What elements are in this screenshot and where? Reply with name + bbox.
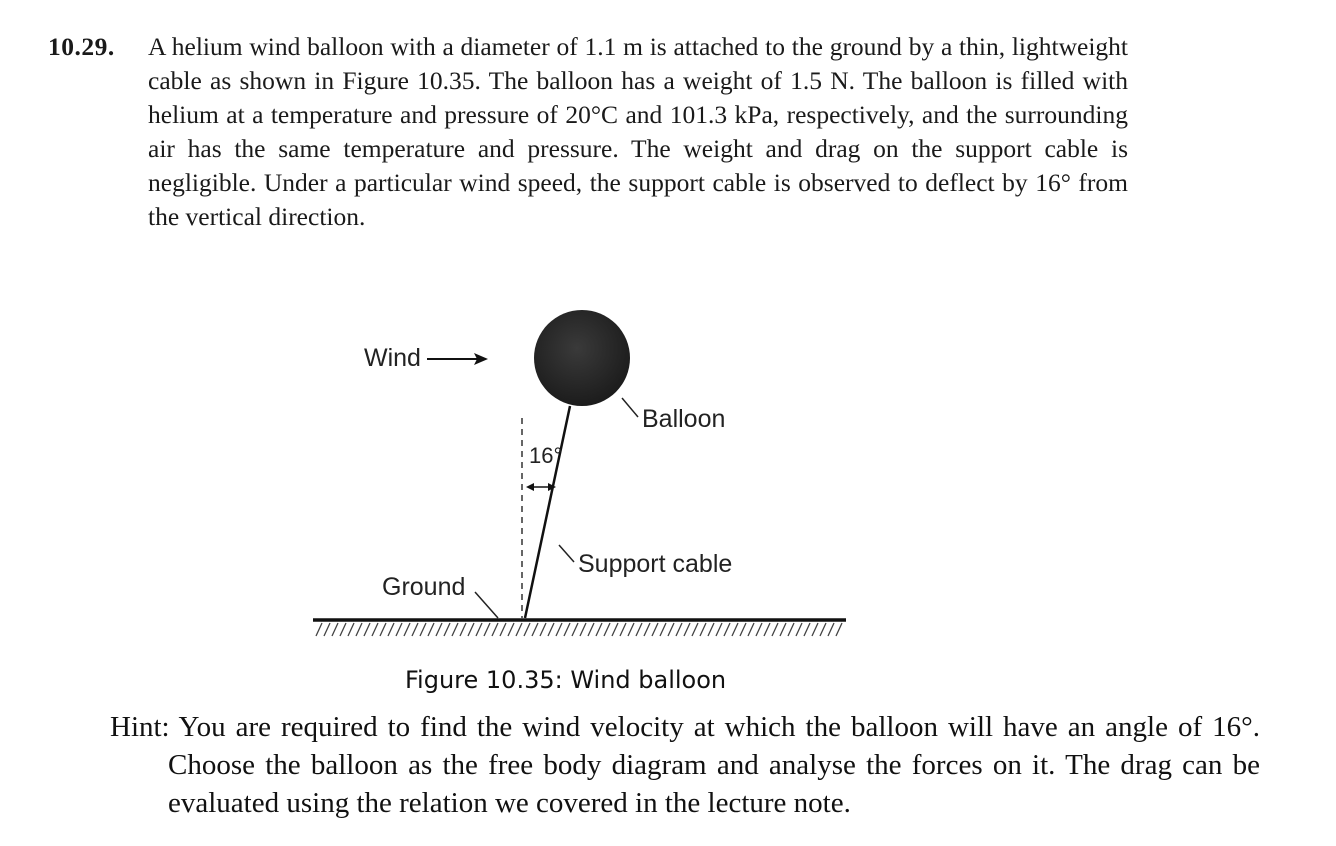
ground-hatch-mark [492, 623, 498, 636]
ground-hatch-mark [716, 623, 722, 636]
ground-hatch-mark [436, 623, 442, 636]
cable-leader-line [559, 545, 574, 562]
ground-hatch-mark [548, 623, 554, 636]
ground-hatch-mark [420, 623, 426, 636]
problem-statement [48, 30, 1128, 234]
ground-hatch-mark [836, 623, 842, 636]
ground-hatch-mark [532, 623, 538, 636]
ground-hatch-mark [460, 623, 466, 636]
ground-hatch-mark [828, 623, 834, 636]
ground-hatch-mark [820, 623, 826, 636]
ground-hatch-mark [484, 623, 490, 636]
ground-hatch-mark [644, 623, 650, 636]
ground-hatch-mark [364, 623, 370, 636]
ground-hatch-mark [804, 623, 810, 636]
ground-hatch-mark [556, 623, 562, 636]
ground-hatch-mark [468, 623, 474, 636]
ground-label: Ground [382, 573, 466, 601]
ground-hatch-mark [412, 623, 418, 636]
ground-hatch-mark [780, 623, 786, 636]
ground-hatch-mark [708, 623, 714, 636]
ground-hatch-mark [372, 623, 378, 636]
hint-text: Hint: You are required to find the wind velocity at which the balloon will have an angle of 16°. Choose the balloon as the free body diagram and analyse the forces on it. The drag can be evaluated using the relation we covered in the lecture note. [110, 711, 1260, 819]
wind-balloon-figure [300, 300, 860, 650]
ground-hatch-mark [340, 623, 346, 636]
ground-hatch-mark [740, 623, 746, 636]
figure-caption: Figure 10.35: Wind balloon [405, 666, 727, 694]
ground-hatch-mark [572, 623, 578, 636]
ground-hatch-mark [620, 623, 626, 636]
ground-hatch-mark [700, 623, 706, 636]
ground-hatch-mark [604, 623, 610, 636]
ground-hatch-mark [324, 623, 330, 636]
ground-hatch-mark [724, 623, 730, 636]
ground-hatch-mark [508, 623, 514, 636]
balloon-leader-line [622, 398, 638, 417]
problem-text: A helium wind balloon with a diameter of 1.1 m is attached to the ground by a thin, lightweight cable as shown in Figure 10.35. The balloon has a weight of 1.5 N. The balloon is filled with helium at a temperature and pressure of 20°C and 101.3 kPa, respectively, and the surrounding air has the same temperature and pressure. The weight and drag on the support cable is negligible. Under a particular wind speed, the support cable is observed to deflect by 16° from the vertical direction. [148, 32, 1128, 231]
support-cable-label: Support cable [578, 550, 733, 578]
ground-hatch-mark [524, 623, 530, 636]
ground-hatch-mark [396, 623, 402, 636]
ground-hatch-mark [596, 623, 602, 636]
support-cable [525, 406, 570, 618]
ground-hatch-mark [380, 623, 386, 636]
ground-hatch-mark [732, 623, 738, 636]
ground-hatch-mark [684, 623, 690, 636]
ground-hatch-mark [356, 623, 362, 636]
ground-hatch-mark [444, 623, 450, 636]
balloon-label: Balloon [642, 405, 726, 433]
ground-hatch-mark [628, 623, 634, 636]
ground-hatch-mark [756, 623, 762, 636]
balloon-shape [534, 310, 630, 406]
ground-hatch-mark [388, 623, 394, 636]
ground-hatch-mark [580, 623, 586, 636]
ground-hatch-mark [428, 623, 434, 636]
ground-hatch-mark [748, 623, 754, 636]
ground-hatch-mark [332, 623, 338, 636]
ground-hatch-mark [612, 623, 618, 636]
ground-hatch-mark [796, 623, 802, 636]
wind-arrow [427, 353, 488, 365]
wind-label: Wind [364, 344, 421, 372]
ground-hatch-mark [676, 623, 682, 636]
ground-hatch-mark [476, 623, 482, 636]
problem-number: 10.29. [48, 32, 115, 61]
ground-hatch-mark [692, 623, 698, 636]
ground-hatch-mark [452, 623, 458, 636]
ground-leader-line [475, 592, 498, 618]
angle-label: 16° [529, 443, 563, 468]
ground-hatch-mark [660, 623, 666, 636]
ground-hatch-mark [668, 623, 674, 636]
ground-hatch-mark [316, 623, 322, 636]
ground-hatch-mark [348, 623, 354, 636]
ground-hatch-mark [404, 623, 410, 636]
ground-hatch-mark [540, 623, 546, 636]
ground-hatch-mark [788, 623, 794, 636]
ground-hatch-mark [636, 623, 642, 636]
ground-hatch-mark [500, 623, 506, 636]
ground-hatch-mark [772, 623, 778, 636]
ground-hatch-mark [516, 623, 522, 636]
ground-hatch-mark [652, 623, 658, 636]
ground-hatch-mark [812, 623, 818, 636]
ground-hatch-mark [588, 623, 594, 636]
ground-hatch-mark [764, 623, 770, 636]
ground-hatching [316, 623, 842, 636]
ground-hatch-mark [564, 623, 570, 636]
